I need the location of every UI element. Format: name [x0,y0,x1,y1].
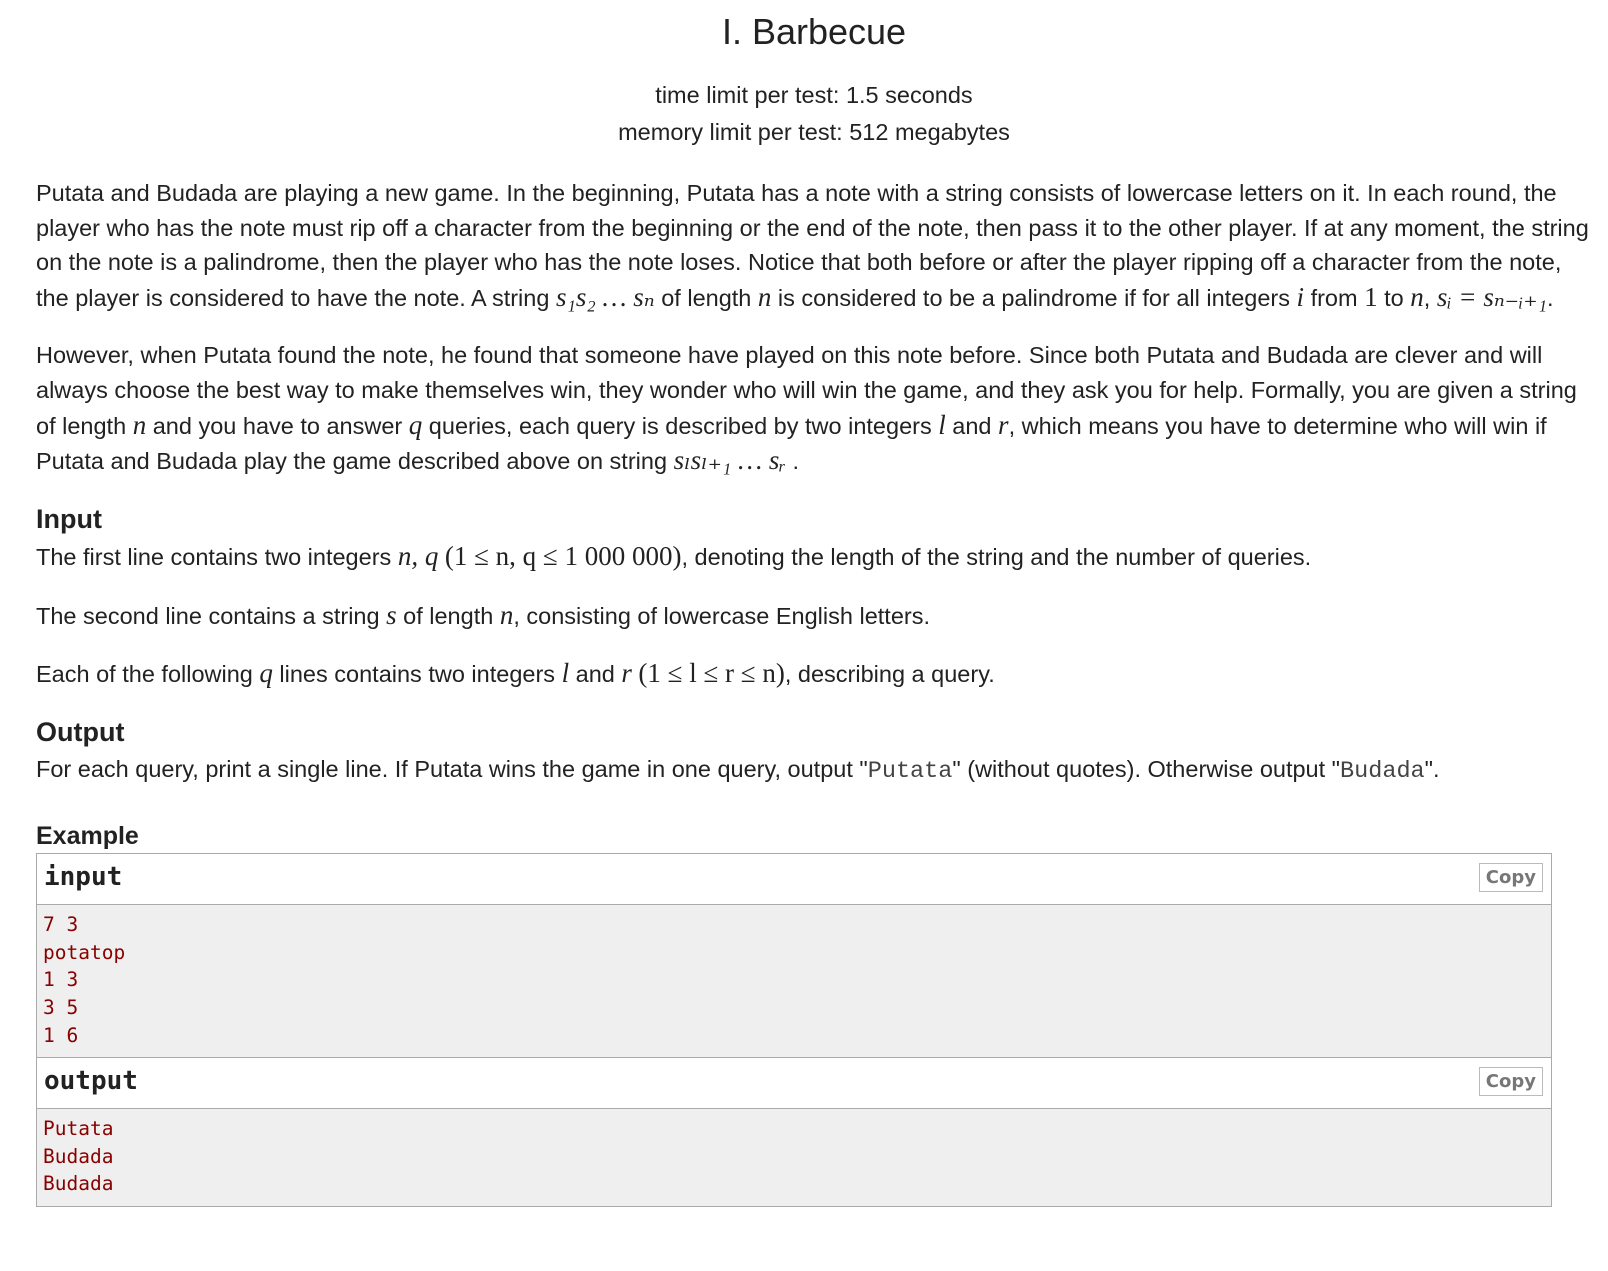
output-text: For each query, print a single line. If Putata wins the game in one query, output " [36,755,868,782]
code-budada: Budada [1340,757,1425,785]
math-l: l [561,657,570,688]
statement-text: from [1304,284,1365,311]
sample-input-body[interactable] [37,905,1551,1057]
memory-limit: memory limit per test: 512 megabytes [618,119,1010,145]
sample-input-label: input [44,862,123,893]
math-n: n [757,281,772,312]
time-limit: time limit per test: 1.5 seconds [655,82,973,108]
sample-output-label: output [44,1066,138,1097]
input-text: , consisting of lowercase English letters. [513,603,930,630]
math-one: 1 [1364,281,1378,312]
input-section-title: Input [36,503,102,534]
statement-text: , [1423,284,1437,311]
sample-input-line: potatop [43,940,126,964]
code-putata: Putata [867,757,953,785]
problem-title: I. Barbecue [721,11,907,52]
math-q: q [259,657,273,688]
copy-input-button[interactable]: Copy [1479,863,1543,892]
input-line-3 [36,656,1592,692]
math-constraint-nq: (1 ≤ n, q ≤ 1 000 000) [444,540,682,571]
example-title: Example [36,822,139,851]
sample-input-line: 7 3 [43,913,79,937]
math-substring: sₗsₗ₊₁ … sᵣ [673,445,786,476]
statement-paragraph-2 [36,338,1592,478]
math-n-q: n, q [397,540,439,571]
statement-text: and you have to answer [146,412,409,439]
statement-text: However, when Putata found the note, he found that someone have played on this note before. Since both Putata and Budada are clever and will always choose the best way to make themselves win, they wonder who will win the game, and they ask you for help. Formally, you are given a string of length [36,342,1577,439]
math-n: n [499,600,514,631]
sample-output-line: Budada [43,1144,114,1168]
sample-output-line: Budada [43,1172,114,1196]
statement-paragraph-1 [36,176,1592,315]
input-text: and [569,660,622,687]
math-constraint-lr: (1 ≤ l ≤ r ≤ n) [638,657,785,688]
statement-text: queries, each query is described by two integers [422,412,939,439]
sample-output [36,1058,1552,1207]
sample-output-body[interactable] [37,1109,1551,1206]
input-text: of length [396,603,500,630]
input-text: The second line contains a string [36,603,387,630]
limits-block [36,77,1592,151]
output-section-title: Output [36,716,125,747]
math-palindrome-condition: sᵢ = sₙ₋ᵢ₊₁ [1436,281,1547,312]
problem-page [36,0,1592,1207]
math-n: n [132,409,147,440]
math-s: s [386,600,397,631]
input-line-2 [36,598,1592,634]
sample-input [36,853,1552,1058]
sample-input-line: 1 6 [43,1023,79,1047]
statement-text: of length [654,284,758,311]
math-r: r [998,409,1009,440]
math-r: r [621,657,632,688]
copy-output-button[interactable]: Copy [1479,1067,1543,1096]
sample-input-header [37,854,1551,905]
math-l: l [938,409,946,440]
input-text: , describing a query. [784,660,995,687]
input-text: , denoting the length of the string and the number of queries. [681,543,1312,570]
math-string: s₁s₂ … sₙ [555,281,655,312]
math-i: i [1296,281,1305,312]
output-text: " (without quotes). Otherwise output " [952,755,1341,782]
statement-text: Putata and Budada are playing a new game. In the beginning, Putata has a note with a string consists of lowercase letters on it. In each round, the player who has the note must rip off a character from the beginning or the end of the note, then pass it to the other player. If at any moment, the string on the note is a palindrome, then the player who has the note loses. Notice that both before or after the player ripping off a character from the note, the player is considered to have the note. A string [36,180,1589,311]
math-q: q [408,409,423,440]
sample-input-line: 3 5 [43,995,79,1019]
statement-text: . [785,448,800,475]
statement-text: to [1377,284,1411,311]
statement-text: . [1546,284,1554,311]
sample-input-line: 1 3 [43,968,79,992]
output-description [36,752,1592,790]
output-text: ". [1424,755,1440,782]
input-line-1 [36,539,1592,575]
sample-output-line: Putata [43,1117,114,1141]
input-text: lines contains two integers [272,660,562,687]
input-text: Each of the following [36,660,260,687]
math-n: n [1410,281,1424,312]
statement-text: is considered to be a palindrome if for all integers [771,284,1297,311]
statement-text: , which means you have to determine who will win if Putata and Budada play the game described above on string [36,412,1547,475]
sample-output-header [37,1058,1551,1109]
statement-text: and [945,412,999,439]
input-text: The first line contains two integers [36,543,398,570]
